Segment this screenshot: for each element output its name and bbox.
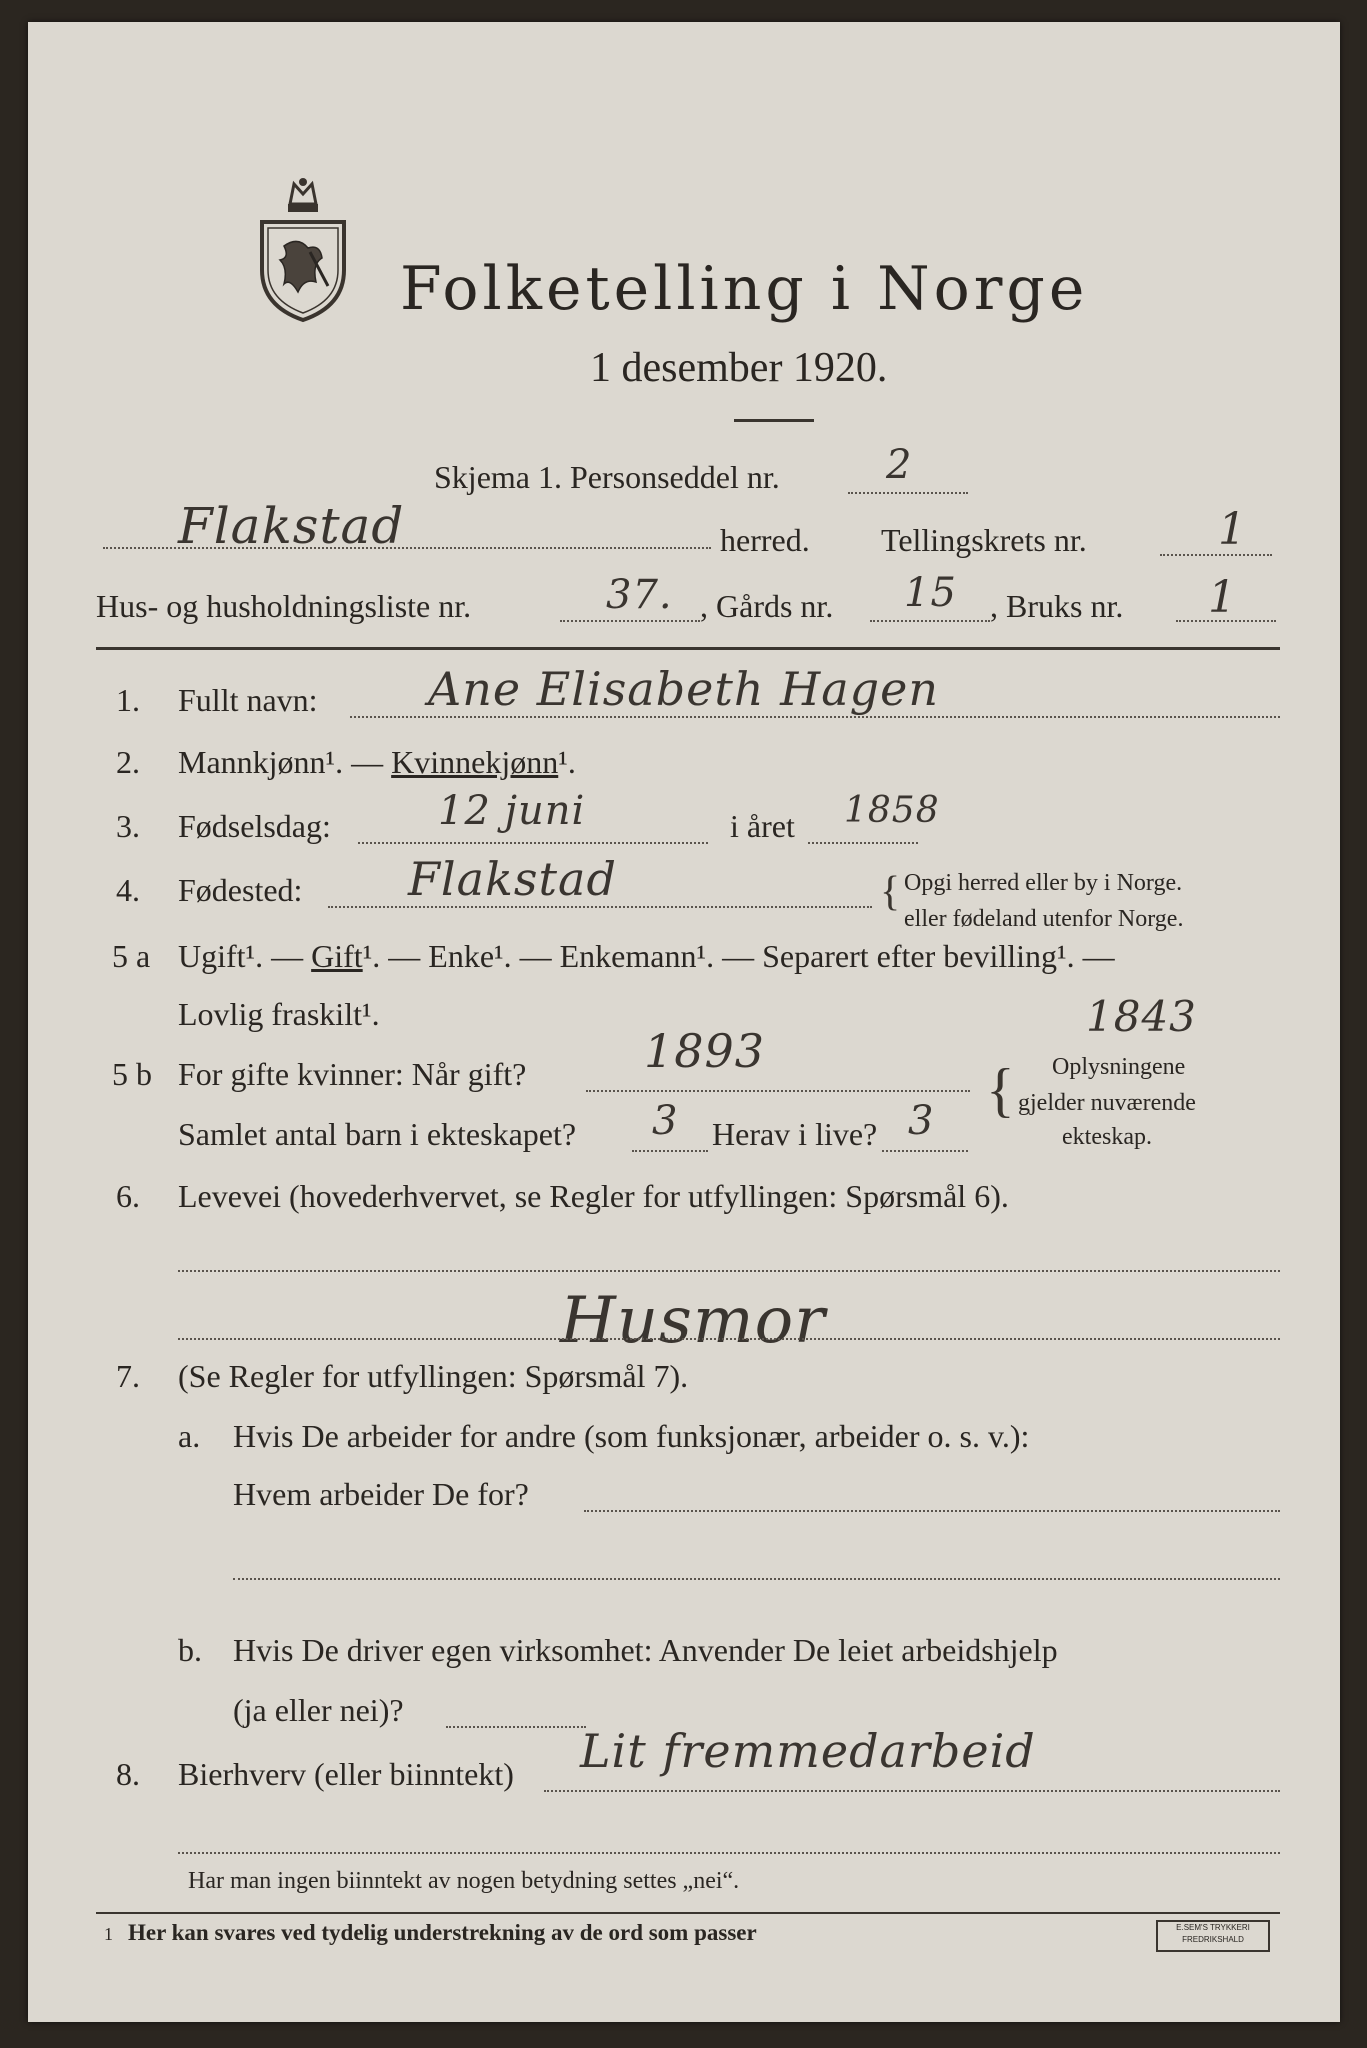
q5b-label: For gifte kvinner: Når gift? — [178, 1056, 527, 1092]
q4-note-2: eller fødeland utenfor Norge. — [904, 906, 1184, 932]
tellingskrets-label: Tellingskrets nr. — [881, 522, 1087, 558]
bruks-label: , Bruks nr. — [990, 588, 1124, 624]
q2-number: 2. — [116, 744, 140, 780]
header-divider — [96, 647, 1280, 650]
q3-label: Fødselsdag: — [178, 808, 331, 844]
form-date: 1 desember 1920. — [590, 345, 888, 391]
birthday-value: 12 juni — [438, 788, 586, 834]
q4-brace: { — [880, 869, 901, 915]
q8-line-2 — [178, 1852, 1280, 1854]
q5a-number: 5 a — [112, 938, 151, 974]
q7a-line-1 — [584, 1510, 1280, 1512]
children-value: 3 — [652, 1098, 679, 1144]
q5a-text-2: Lovlig fraskilt¹. — [178, 996, 380, 1032]
q1-line — [350, 716, 1280, 718]
alive-value: 3 — [908, 1098, 935, 1144]
gards-value: 15 — [904, 570, 957, 616]
q5a-unmarried: Ugift¹. — — [178, 938, 312, 974]
q2-text — [178, 744, 576, 781]
skjema-line — [848, 492, 968, 494]
q3-year-line — [808, 842, 918, 844]
q5b-brace: { — [986, 1057, 1015, 1123]
q5b-note-3: ekteskap. — [1062, 1124, 1152, 1150]
hus-value: 37. — [606, 572, 673, 618]
q7b-number: b. — [178, 1632, 202, 1668]
tellingskrets-line — [1160, 554, 1272, 556]
q5b-note-1: Oplysningene — [1052, 1054, 1186, 1080]
q4-note-1: Opgi herred eller by i Norge. — [904, 870, 1183, 896]
q5a-text — [178, 938, 1115, 975]
q2-male: Mannkjønn¹. — — [178, 744, 392, 780]
bruks-value: 1 — [1208, 572, 1237, 623]
q5b-line — [586, 1090, 970, 1092]
q2-female-underlined: Kvinnekjønn — [391, 744, 559, 780]
title-divider — [734, 419, 814, 422]
q4-line — [328, 906, 872, 908]
q5b-note-2: gjelder nuværende — [1018, 1090, 1196, 1116]
occupation-value: Husmor — [560, 1284, 826, 1358]
q7b-text-2: (ja eller nei)? — [233, 1692, 404, 1728]
skjema-label: Skjema 1. Personseddel nr. — [434, 459, 780, 495]
q8-number: 8. — [116, 1756, 140, 1792]
gards-line — [870, 620, 990, 622]
q5a-rest: ¹. — Enke¹. — Enkemann¹. — Separert efter bevilling¹. — — [362, 938, 1115, 974]
q6-number: 6. — [116, 1178, 140, 1214]
marriage-year-value: 1893 — [644, 1024, 766, 1078]
q7a-text-2: Hvem arbeider De for? — [233, 1476, 529, 1512]
q3-line — [358, 842, 708, 844]
coat-of-arms-icon — [250, 174, 356, 324]
tellingskrets-value: 1 — [1218, 504, 1247, 555]
birthplace-value: Flakstad — [408, 852, 617, 906]
q5b-children-label: Samlet antal barn i ekteskapet? — [178, 1116, 577, 1152]
gards-label: , Gårds nr. — [700, 588, 834, 624]
q2-suffix: ¹. — [558, 744, 576, 780]
printer-line-1: E.SEM'S TRYKKERI — [1176, 1923, 1250, 1932]
q8-label: Bierhverv (eller biinntekt) — [178, 1756, 514, 1792]
q3-year-label: i året — [730, 808, 795, 844]
hus-line — [560, 620, 700, 622]
q5b-number: 5 b — [112, 1056, 152, 1092]
q5b-children-line — [632, 1150, 708, 1152]
q6-label: Levevei (hovederhvervet, se Regler for utfyllingen: Spørsmål 6). — [178, 1178, 1009, 1214]
q1-label: Fullt navn: — [178, 682, 318, 718]
q5b-extra-year: 1843 — [1086, 992, 1197, 1041]
q5b-alive-label: Herav i live? — [712, 1116, 878, 1152]
footer-note: Har man ingen biinntekt av nogen betydning settes „nei“. — [188, 1868, 740, 1894]
q1-number: 1. — [116, 682, 140, 718]
printer-line-2: FREDRIKSHALD — [1182, 1935, 1244, 1944]
herred-label: herred. — [720, 522, 810, 558]
form-title: Folketelling i Norge — [400, 254, 1089, 324]
q3-number: 3. — [116, 808, 140, 844]
footnote-number: 1 — [104, 1924, 113, 1944]
q5b-alive-line — [882, 1150, 968, 1152]
q7b-text-1: Hvis De driver egen virksomhet: Anvender De leiet arbeidshjelp — [233, 1632, 1058, 1668]
q8-line — [544, 1790, 1280, 1792]
q6-line-2 — [178, 1338, 1280, 1340]
q7b-line — [446, 1726, 586, 1728]
footnote: Her kan svares ved tydelig understrekning av de ord som passer — [128, 1920, 757, 1945]
herred-value: Flakstad — [178, 497, 405, 555]
personseddel-number: 2 — [886, 442, 913, 488]
q7a-number: a. — [178, 1418, 201, 1454]
census-form — [28, 22, 1340, 2022]
q7a-line-2 — [233, 1578, 1280, 1580]
footer-divider — [96, 1912, 1280, 1914]
q7-label: (Se Regler for utfyllingen: Spørsmål 7). — [178, 1358, 689, 1394]
q5a-married-underlined: Gift — [311, 938, 363, 974]
q7-number: 7. — [116, 1358, 140, 1394]
hus-label: Hus- og husholdningsliste nr. — [96, 588, 472, 624]
full-name-value: Ane Elisabeth Hagen — [428, 662, 939, 716]
q4-number: 4. — [116, 872, 140, 908]
birth-year-value: 1858 — [844, 790, 940, 831]
side-income-value: Lit fremmedarbeid — [580, 1724, 1036, 1778]
q6-line-1 — [178, 1270, 1280, 1272]
q4-label: Fødested: — [178, 872, 303, 908]
printer-mark — [1156, 1920, 1270, 1952]
q7a-text-1: Hvis De arbeider for andre (som funksjonær, arbeider o. s. v.): — [233, 1418, 1030, 1454]
